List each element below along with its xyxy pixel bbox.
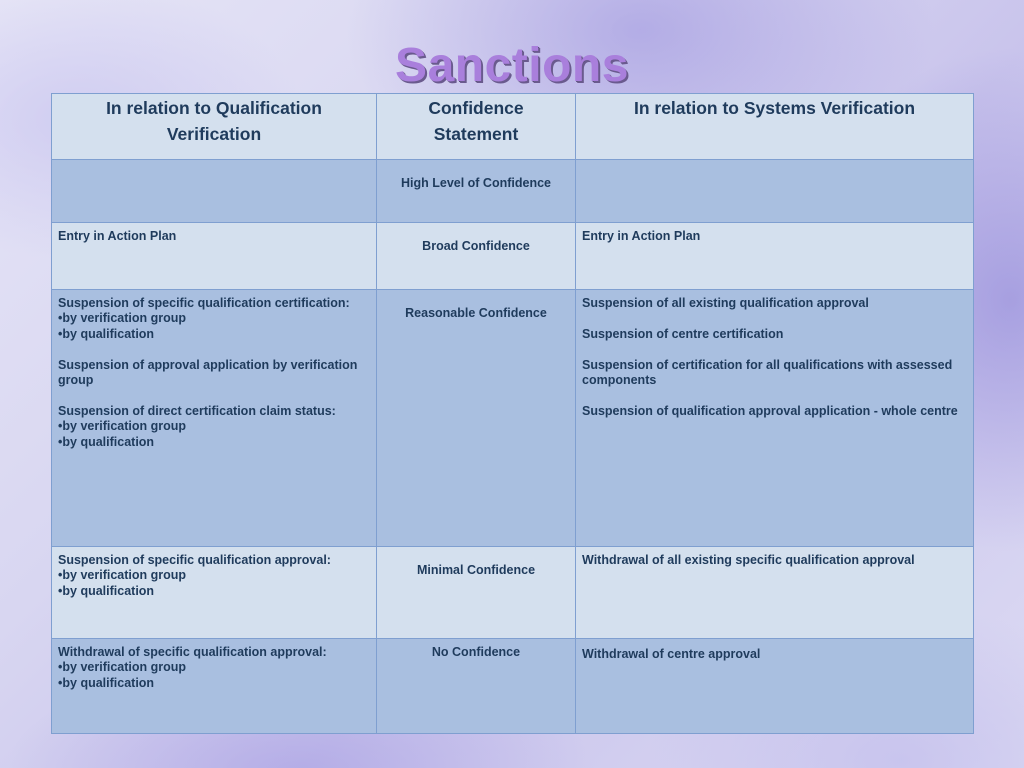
bullet-item: • by verification group	[58, 311, 370, 326]
bullet-item: • by verification group	[58, 419, 370, 434]
cell-systems	[576, 547, 974, 639]
systems-text: Withdrawal of centre approval	[582, 647, 761, 661]
bullet-item: • by qualification	[58, 676, 370, 691]
bullet-item: • by qualification	[58, 327, 370, 342]
systems-text: Suspension of certification for all qualifications with assessed components	[582, 357, 953, 387]
bullet-item: • by qualification	[58, 435, 370, 450]
qualification-heading: Withdrawal of specific qualification approval:	[58, 645, 327, 659]
table-row-reasonable-confidence	[52, 290, 974, 547]
cell-confidence	[377, 547, 576, 639]
slide-title: Sanctions	[395, 39, 629, 92]
qualification-text: Suspension of approval application by verification group	[58, 357, 358, 388]
bullet-item: • by qualification	[58, 584, 370, 599]
qualification-heading: Suspension of direct certification claim status:	[58, 403, 336, 418]
confidence-label: Minimal Confidence	[416, 563, 536, 577]
bullet-item: • by verification group	[58, 568, 370, 583]
confidence-label: No Confidence	[431, 645, 521, 659]
qualification-heading: Suspension of specific qualification certification:	[58, 296, 350, 310]
table-header-row	[52, 94, 974, 160]
cell-qualification	[52, 223, 377, 290]
table-row-high-confidence	[52, 160, 974, 223]
table-row-minimal-confidence	[52, 547, 974, 639]
cell-qualification	[52, 290, 377, 547]
cell-qualification	[52, 639, 377, 734]
table-row-no-confidence	[52, 639, 974, 734]
cell-qualification-empty	[52, 160, 377, 223]
cell-confidence	[377, 639, 576, 734]
confidence-label: High Level of Confidence	[400, 176, 551, 190]
cell-confidence	[377, 160, 576, 223]
cell-confidence	[377, 290, 576, 547]
header-qualification-verification: In relation to Qualification Verification	[52, 94, 377, 160]
cell-systems	[576, 639, 974, 734]
cell-qualification	[52, 547, 377, 639]
cell-systems	[576, 290, 974, 547]
systems-text: Entry in Action Plan	[582, 229, 701, 243]
sanctions-table	[51, 93, 974, 734]
bullet-item: • by verification group	[58, 660, 370, 675]
header-systems-verification: In relation to Systems Verification	[576, 94, 974, 160]
cell-systems	[576, 223, 974, 290]
systems-text: Withdrawal of all existing specific qualification approval	[582, 553, 915, 567]
systems-text: Suspension of centre certification	[582, 326, 784, 341]
cell-confidence	[377, 223, 576, 290]
systems-text: Suspension of qualification approval application - whole centre	[582, 403, 958, 418]
table-row-broad-confidence	[52, 223, 974, 290]
qualification-heading: Suspension of specific qualification approval:	[58, 553, 331, 567]
header-confidence-statement: Confidence Statement	[377, 94, 576, 160]
cell-systems-empty	[576, 160, 974, 223]
systems-text: Suspension of all existing qualification approval	[582, 296, 869, 310]
confidence-label: Broad Confidence	[422, 239, 530, 253]
qualification-text: Entry in Action Plan	[58, 229, 177, 243]
confidence-label: Reasonable Confidence	[405, 306, 547, 320]
